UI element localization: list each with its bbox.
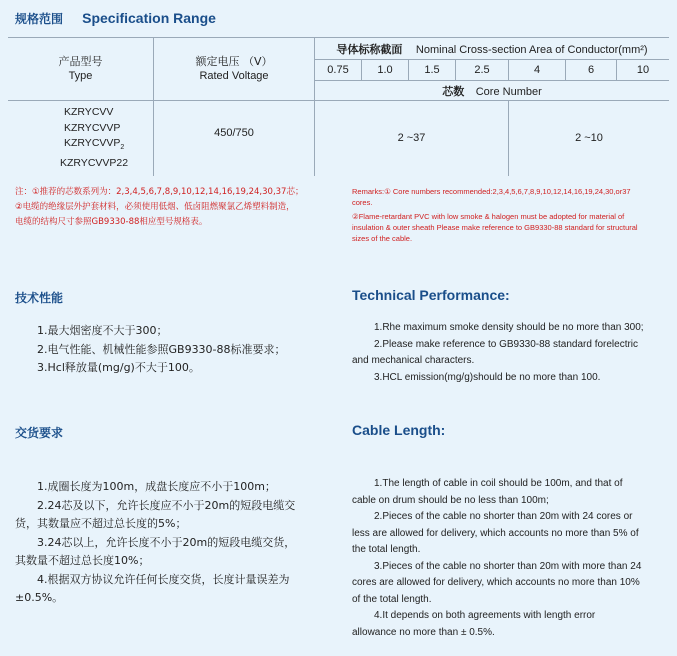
- size-cell: 10: [617, 60, 670, 81]
- delivery-item-en: cable on drum should be no less than 100m;: [352, 494, 549, 506]
- header-title-en: Specification Range: [82, 10, 216, 26]
- voltage-header-cn: 额定电压 （V）: [195, 55, 273, 68]
- voltage-value: 450/750: [154, 101, 315, 176]
- remark-en-line: Remarks:① Core numbers recommended:2,3,4,5,6,7,8,9,10,12,14,16,19,24,30,or37: [352, 187, 631, 196]
- voltage-header: [154, 38, 315, 101]
- size-cell: 0.75: [315, 60, 362, 81]
- delivery-title-cn: 交货要求: [15, 426, 64, 440]
- remark-cn-line: 注：①推荐的芯数系列为：2,3,4,5,6,7,8,9,10,12,14,16,19,24,30,37芯；: [15, 187, 304, 197]
- delivery-title-en: Cable Length:: [352, 422, 446, 438]
- delivery-item-cn: ±0.5%。: [15, 591, 64, 604]
- technical-item-en: 2.Please make reference to GB9330-88 standard forelectric: [374, 338, 639, 350]
- area-header-cn: 导体标称截面: [336, 42, 403, 56]
- voltage-header-en: Rated Voltage: [199, 70, 269, 82]
- core-header: [315, 81, 670, 101]
- core-header-cn: 芯数: [442, 84, 465, 98]
- technical-item-cn: 2.电气性能、机械性能参照GB9330-88标准要求；: [37, 342, 286, 356]
- delivery-item-cn: 货，其数量应不超过总长度的5%；: [15, 517, 187, 530]
- delivery-item-cn: 其数量不超过总长度10%；: [15, 554, 150, 567]
- remark-en-line: ②Flame-retardant PVC with low smoke & halogen must be adopted for material of: [352, 212, 625, 221]
- model-item: $KZRYCVVP_2$: [64, 137, 125, 152]
- remark-cn-line: 电缆的结构尺寸参照GB9330-88相应型号规格表。: [15, 217, 208, 227]
- technical-item-en: 1.Rhe maximum smoke density should be no more than 300;: [374, 322, 644, 333]
- delivery-item-en: of the total length.: [352, 593, 432, 605]
- type-header: [8, 38, 154, 101]
- delivery-item-en: cores are allowed for delivery, which accounts no more than 10%: [352, 577, 640, 588]
- delivery-list-cn: [15, 478, 295, 608]
- technical-title-en: Technical Performance:: [352, 287, 510, 303]
- delivery-item-en: allowance no more than ± 0.5%.: [352, 626, 495, 638]
- model-list: [8, 101, 154, 176]
- remarks-cn: [15, 185, 335, 230]
- delivery-item-cn: 2.24芯及以下，允许长度应不小于20m的短段电缆交: [37, 498, 296, 512]
- size-cell: 1.5: [409, 60, 456, 81]
- core-header-en: Core Number: [475, 85, 542, 98]
- type-header-en: Type: [68, 70, 93, 82]
- model-item: KZRYCVVP22: [60, 156, 129, 169]
- remark-cn-line: ②电缆的绝缘层外护套材料，必须使用低烟、低卤阻燃聚氯乙烯塑料制造，: [15, 202, 295, 212]
- delivery-item-en: 2.Pieces of the cable no shorter than 20m with 24 cores or: [374, 511, 633, 522]
- delivery-item-cn: 1.成圈长度为100m，成盘长度应不小于100m；: [37, 480, 276, 493]
- area-header: [315, 38, 670, 60]
- delivery-item-en: the total length.: [352, 544, 421, 555]
- technical-item-en: and mechanical characters.: [352, 355, 475, 366]
- delivery-item-en: less are allowed for delivery, which accounts no more than 5% of: [352, 527, 639, 539]
- area-header-en: Nominal Cross-section Area of Conductor(mm²): [415, 43, 648, 56]
- delivery-item-en: 1.The length of cable in coil should be 100m, and that of: [374, 478, 623, 489]
- technical-item-cn: 3.Hcl释放量(mg/g)不大于100。: [37, 361, 200, 374]
- spec-table: [8, 37, 669, 176]
- technical-item-cn: 1.最大烟密度不大于300；: [37, 324, 168, 337]
- delivery-item-cn: 4.根据双方协议允许任何长度交货，长度计量误差为: [37, 572, 290, 586]
- technical-title-cn: 技术性能: [15, 291, 64, 305]
- delivery-item-cn: 3.24芯以上，允许长度不小于20m的短段电缆交货，: [37, 535, 296, 549]
- section-header: [15, 8, 216, 27]
- delivery-item-en: 3.Pieces of the cable no shorter than 20m with more than 24: [374, 560, 642, 572]
- size-cell: 4: [509, 60, 566, 81]
- core-range-large: 2 ~10: [509, 101, 670, 176]
- header-title-cn: 规格范围: [15, 12, 64, 26]
- remark-en-line: sizes of the cable.: [352, 234, 413, 243]
- size-cell: 6: [566, 60, 617, 81]
- remark-en-line: insulation & outer sheath Please make reference to GB9330-88 standard for structural: [352, 223, 638, 232]
- technical-list-cn: [37, 322, 286, 378]
- remarks-en: [352, 186, 672, 244]
- size-cell: 2.5: [456, 60, 509, 81]
- type-header-cn: 产品型号: [58, 55, 103, 68]
- technical-list-en: [352, 320, 644, 386]
- delivery-item-en: 4.It depends on both agreements with length error: [374, 610, 596, 621]
- model-item: KZRYCVVP: [64, 121, 121, 134]
- model-item: KZRYCVV: [64, 106, 114, 119]
- remark-en-line: cores.: [352, 198, 373, 207]
- size-cell: 1.0: [362, 60, 409, 81]
- delivery-list-en: [352, 476, 641, 641]
- core-range-small: 2 ~37: [315, 101, 509, 176]
- technical-item-en: 3.HCL emission(mg/g)should be no more than 100.: [374, 371, 601, 383]
